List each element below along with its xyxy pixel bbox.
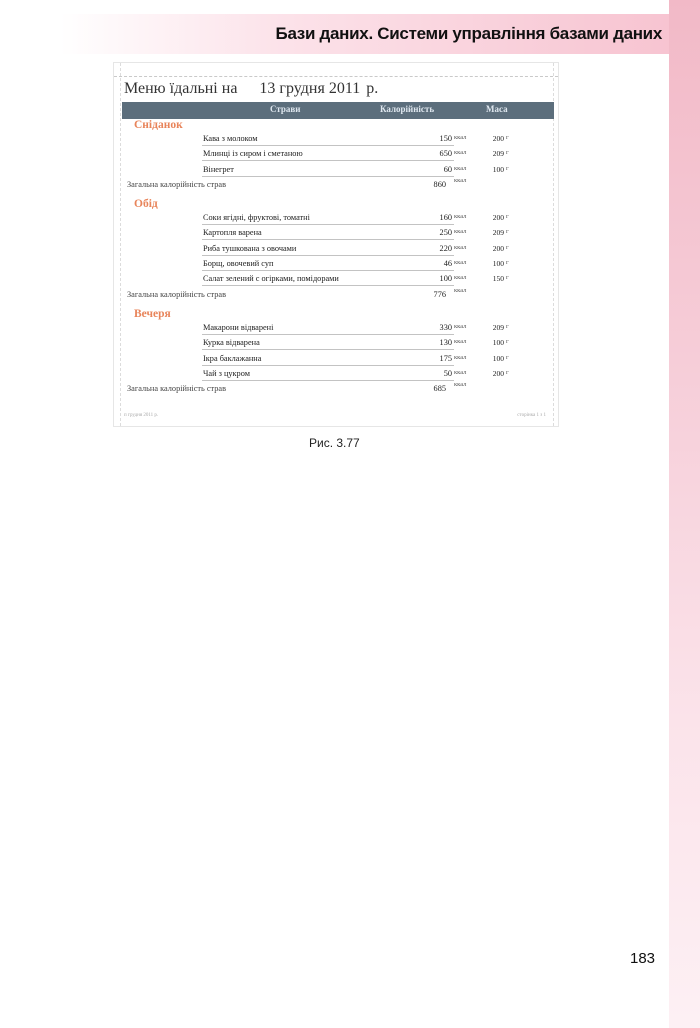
gram-unit: г — [506, 134, 509, 141]
dish-name: Картопля варена — [203, 228, 262, 238]
total-label: Загальна калорійність страв — [127, 179, 227, 189]
kcal-unit: ккал — [454, 149, 467, 157]
kcal-unit: ккал — [454, 258, 467, 266]
gram-unit: г — [506, 164, 509, 172]
column-header-calories: Калорійність — [380, 104, 435, 114]
gram-unit: г — [506, 243, 509, 251]
dish-calories: 46 — [443, 258, 452, 268]
column-header-mass: Маса — [486, 104, 508, 114]
table-row — [202, 241, 454, 256]
report-screenshot — [114, 63, 558, 426]
kcal-unit: ккал — [454, 338, 467, 346]
report-left-guide — [120, 63, 121, 426]
kcal-unit: ккал — [454, 176, 467, 184]
kcal-unit: ккал — [454, 368, 467, 376]
dish-name: Макарони відварені — [203, 323, 274, 332]
kcal-unit: ккал — [454, 323, 467, 330]
report-title-text: Меню їдальні на — [124, 80, 238, 97]
gram-unit: г — [506, 338, 509, 346]
dish-name: Вінегрет — [203, 164, 234, 174]
dish-name: Борщ, овочевий суп — [203, 258, 274, 268]
gram-unit: г — [506, 353, 509, 361]
section-label: Сніданок — [134, 119, 183, 131]
dish-calories: 250 — [439, 228, 452, 238]
report-date: 13 грудня 2011 — [259, 80, 361, 97]
column-header-dish: Страви — [270, 104, 301, 114]
dish-name: Ікра баклажанна — [203, 353, 262, 363]
dish-mass: 200 — [492, 134, 504, 143]
kcal-unit: ккал — [454, 381, 467, 389]
page-number: 183 — [630, 950, 656, 967]
gram-unit: г — [506, 323, 509, 330]
kcal-unit: ккал — [454, 134, 467, 141]
report-footer-page: сторінка 1 з 1 — [517, 413, 546, 418]
dish-mass: 209 — [492, 228, 504, 238]
section-label: Обід — [134, 198, 158, 210]
total-calories: 860 — [433, 179, 446, 189]
dish-calories: 100 — [439, 274, 452, 284]
side-decor-strip — [669, 0, 700, 1028]
gram-unit: г — [506, 258, 509, 266]
dish-name: Салат зелений с огірками, помідорами — [203, 274, 339, 284]
dish-calories: 150 — [439, 134, 452, 143]
table-row — [202, 320, 454, 335]
gram-unit: г — [506, 149, 509, 157]
gram-unit: г — [506, 213, 509, 220]
gram-unit: г — [506, 274, 509, 282]
table-row — [202, 210, 454, 225]
kcal-unit: ккал — [454, 164, 467, 172]
report-date-suffix: р. — [366, 80, 379, 97]
report-top-divider — [114, 76, 558, 77]
total-label: Загальна калорійність страв — [127, 289, 227, 299]
total-calories: 685 — [433, 384, 446, 394]
dish-name: Млинці із сиром і сметаною — [203, 149, 303, 159]
chapter-title: Бази даних. Системи управління базами даних — [275, 24, 662, 43]
dish-calories: 50 — [443, 368, 452, 378]
dish-calories: 650 — [439, 149, 452, 159]
dish-mass: 100 — [492, 353, 504, 363]
table-row — [202, 366, 454, 381]
dish-calories: 220 — [439, 243, 452, 253]
dish-mass: 100 — [492, 258, 504, 268]
table-row — [202, 256, 454, 271]
dish-name: Курка відварена — [203, 338, 260, 348]
report-title — [124, 80, 378, 98]
dish-calories: 175 — [439, 353, 452, 363]
section-label: Вечеря — [134, 308, 171, 320]
dish-calories: 160 — [439, 213, 452, 222]
total-label: Загальна калорійність страв — [127, 384, 227, 394]
total-calories: 776 — [433, 289, 446, 299]
kcal-unit: ккал — [454, 213, 467, 220]
dish-mass: 209 — [492, 149, 504, 159]
gram-unit: г — [506, 368, 509, 376]
kcal-unit: ккал — [454, 228, 467, 236]
kcal-unit: ккал — [454, 353, 467, 361]
dish-name: Соки ягідні, фруктові, томатні — [203, 213, 310, 222]
gram-unit: г — [506, 228, 509, 236]
dish-mass: 200 — [492, 243, 504, 253]
dish-calories: 60 — [443, 164, 452, 174]
dish-mass: 209 — [492, 323, 504, 332]
kcal-unit: ккал — [454, 243, 467, 251]
column-header-bar — [122, 102, 554, 119]
dish-calories: 130 — [439, 338, 452, 348]
table-row — [202, 162, 454, 177]
report-footer-date: п грудня 2011 р. — [124, 413, 159, 418]
figure-caption: Рис. 3.77 — [309, 436, 360, 450]
dish-name: Риба тушкована з овочами — [203, 243, 297, 253]
dish-name: Чай з цукром — [203, 368, 250, 378]
dish-mass: 100 — [492, 338, 504, 348]
table-row — [202, 335, 454, 350]
dish-mass: 100 — [492, 164, 504, 174]
dish-mass: 150 — [492, 274, 504, 284]
kcal-unit: ккал — [454, 286, 467, 294]
table-row — [202, 271, 454, 286]
table-row — [202, 351, 454, 366]
dish-calories: 330 — [439, 323, 452, 332]
dish-name: Кава з молоком — [203, 134, 258, 143]
table-row — [202, 146, 454, 161]
dish-mass: 200 — [492, 213, 504, 222]
kcal-unit: ккал — [454, 274, 467, 282]
table-row — [202, 131, 454, 146]
table-row — [202, 225, 454, 240]
dish-mass: 200 — [492, 368, 504, 378]
